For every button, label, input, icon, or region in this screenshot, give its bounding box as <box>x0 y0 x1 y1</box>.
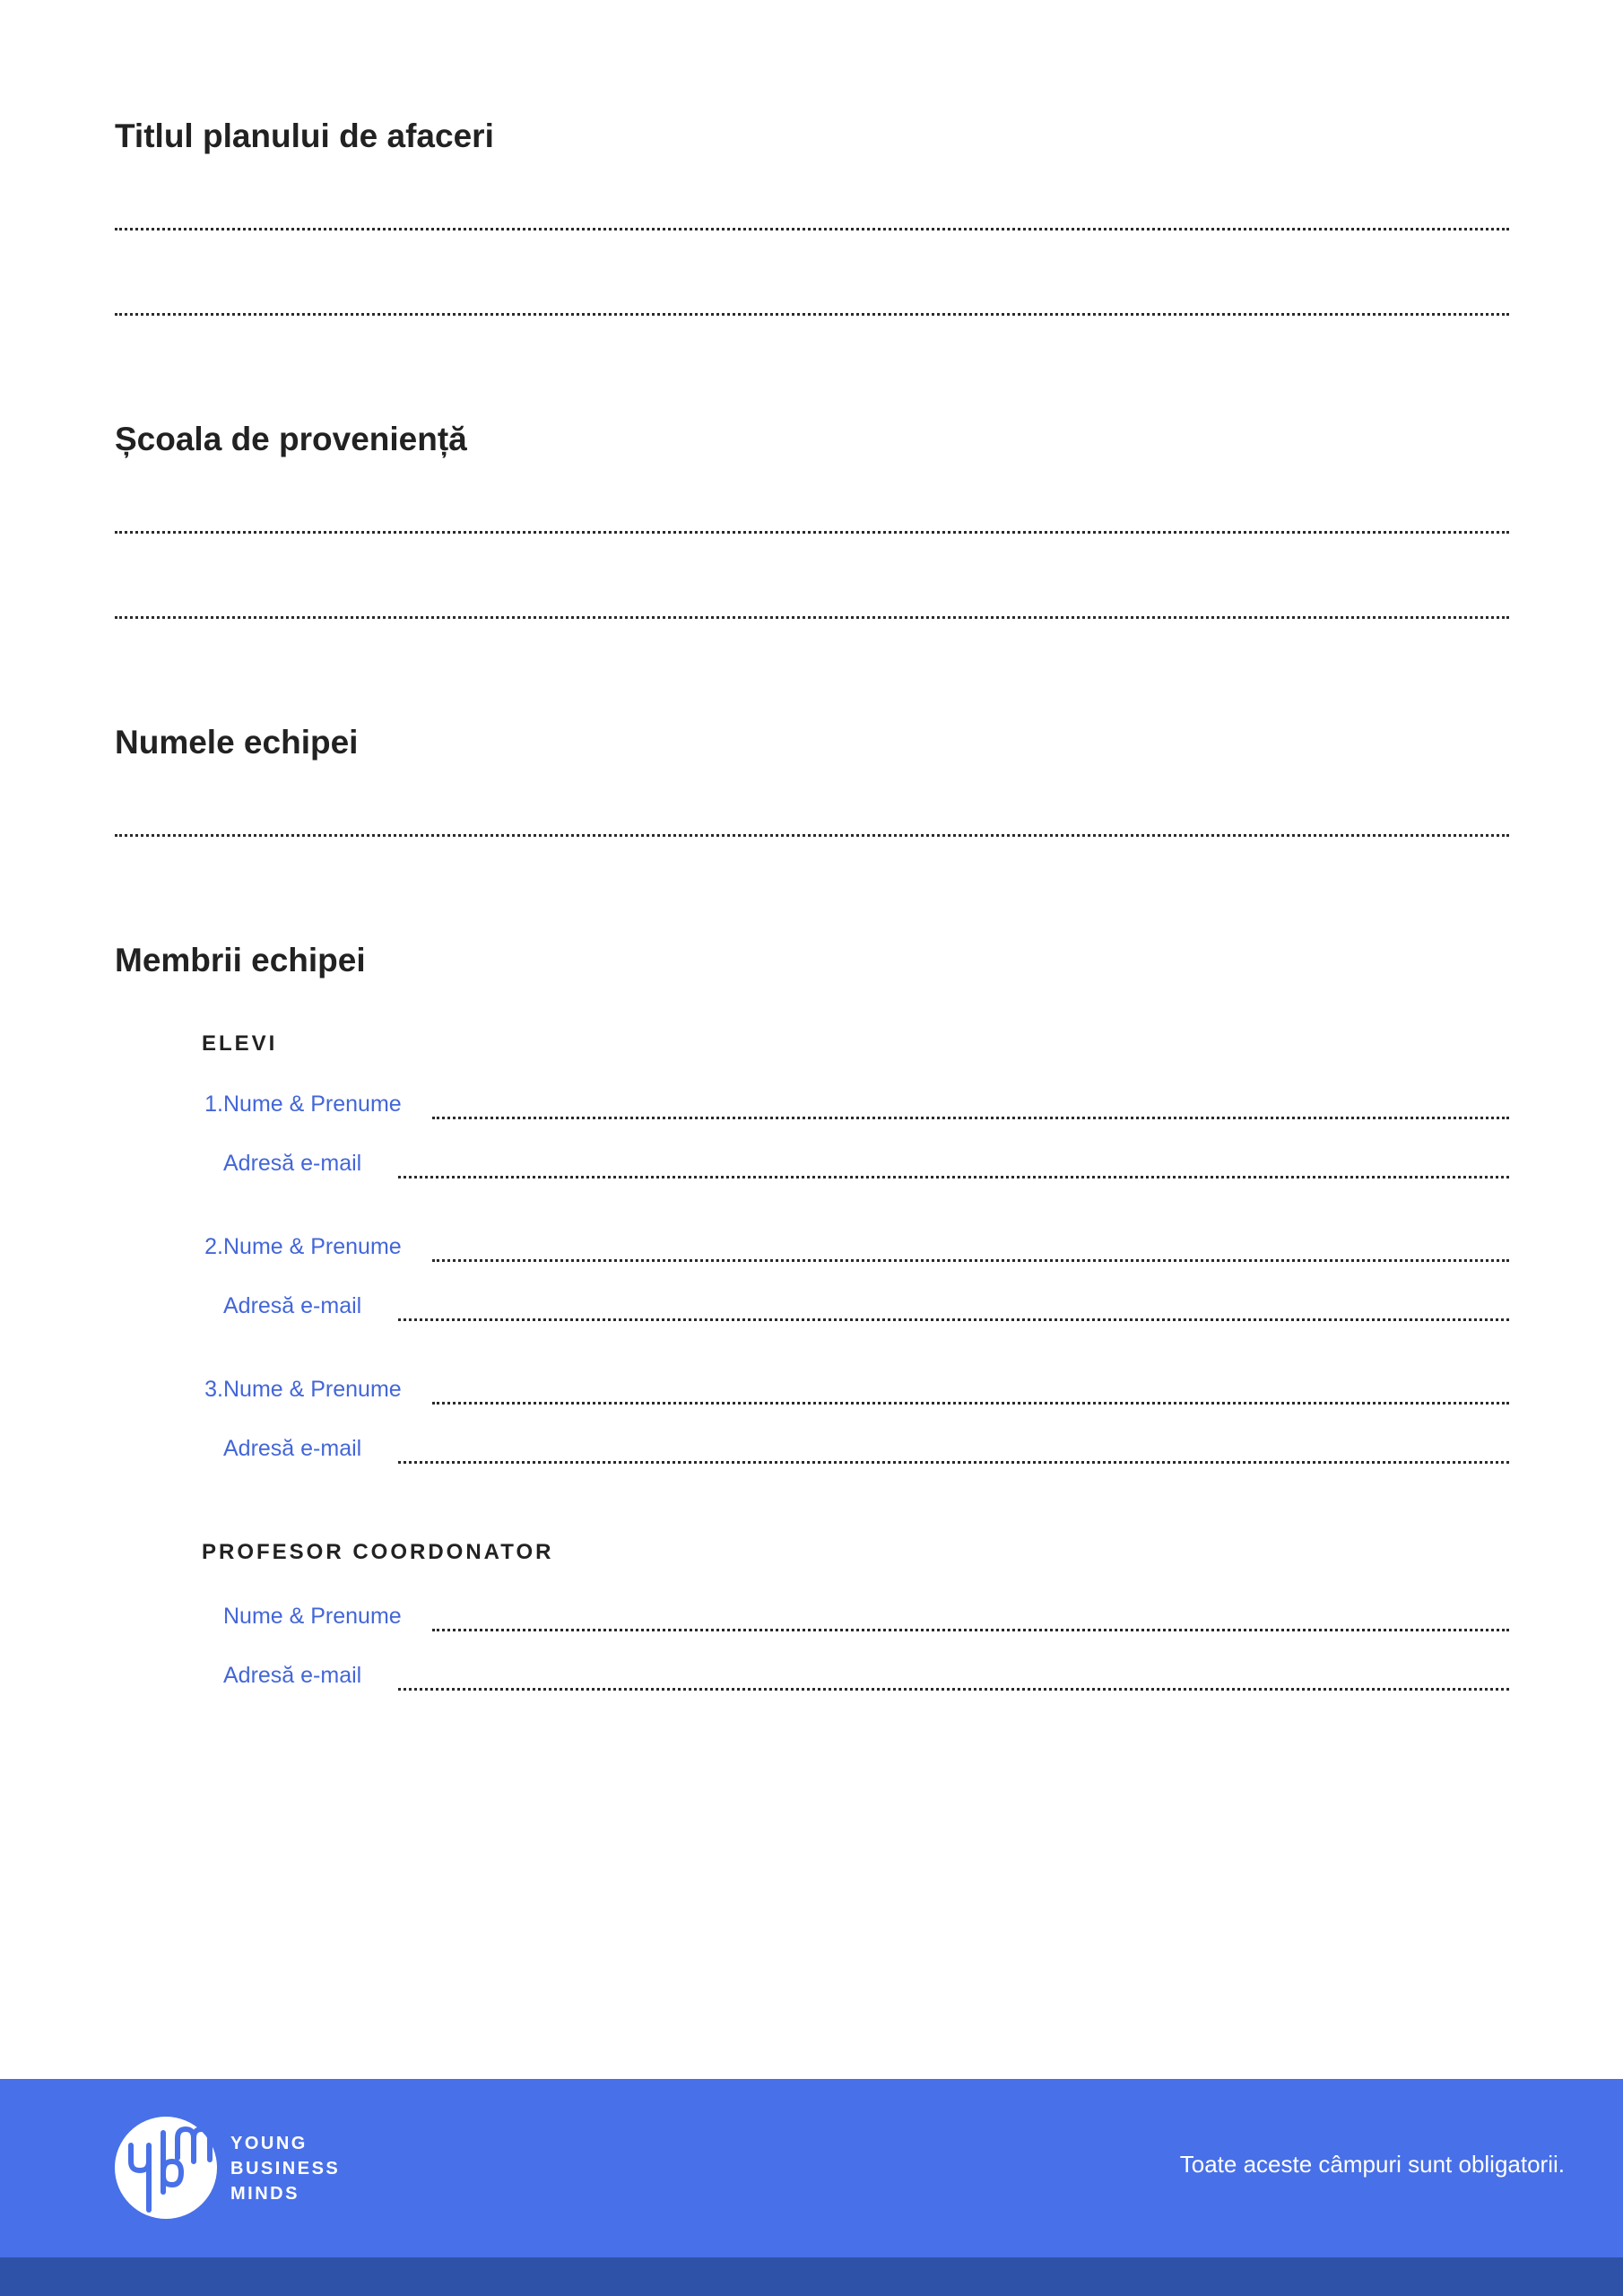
coordinator-subheading: PROFESOR COORDONATOR <box>202 1540 554 1564</box>
student-2-email-field[interactable] <box>0 1287 1509 1323</box>
student-1-number: 1. <box>204 1091 223 1117</box>
student-1-email-label: Adresă e-mail <box>223 1151 362 1176</box>
team-members-heading: Membrii echipei <box>115 942 366 978</box>
student-3-email-field[interactable] <box>0 1430 1509 1465</box>
student-2-name-field[interactable] <box>0 1228 1509 1264</box>
coordinator-email-label: Adresă e-mail <box>223 1663 362 1688</box>
footer-bottom-strip <box>0 2257 1623 2296</box>
student-2-number: 2. <box>204 1234 223 1259</box>
school-heading: Școala de proveniență <box>115 421 467 457</box>
student-3-name-line[interactable] <box>432 1402 1509 1405</box>
ybm-logo-icon <box>115 2117 217 2219</box>
team-name-heading: Numele echipei <box>115 724 359 761</box>
student-1-name-line[interactable] <box>432 1117 1509 1119</box>
business-plan-title-heading: Titlul planului de afaceri <box>115 117 494 154</box>
student-3-number: 3. <box>204 1377 223 1402</box>
student-1-name-field[interactable] <box>0 1085 1509 1121</box>
student-3-email-line[interactable] <box>398 1461 1509 1464</box>
business-plan-title-line-1[interactable] <box>115 228 1509 230</box>
student-2-name-line[interactable] <box>432 1259 1509 1262</box>
footer-bar <box>0 2079 1623 2257</box>
student-3-name-label: 3. Nume & Prenume <box>204 1377 402 1402</box>
student-1-email-line[interactable] <box>398 1176 1509 1178</box>
business-plan-title-line-2[interactable] <box>115 313 1509 316</box>
coordinator-name-line[interactable] <box>432 1629 1509 1631</box>
coordinator-email-field[interactable] <box>0 1657 1509 1692</box>
required-fields-notice: Toate aceste câmpuri sunt obligatorii. <box>1179 2151 1565 2178</box>
student-2-email-line[interactable] <box>398 1318 1509 1321</box>
student-2-email-label: Adresă e-mail <box>223 1293 362 1318</box>
coordinator-email-line[interactable] <box>398 1688 1509 1691</box>
team-name-line[interactable] <box>115 834 1509 837</box>
school-line-1[interactable] <box>115 531 1509 534</box>
coordinator-name-field[interactable] <box>0 1597 1509 1633</box>
student-3-name-field[interactable] <box>0 1370 1509 1406</box>
student-2-name-label: 2. Nume & Prenume <box>204 1234 402 1259</box>
school-line-2[interactable] <box>115 616 1509 619</box>
student-1-email-field[interactable] <box>0 1144 1509 1180</box>
students-subheading: ELEVI <box>202 1031 278 1056</box>
student-1-name-label: 1. Nume & Prenume <box>204 1091 402 1117</box>
student-3-email-label: Adresă e-mail <box>223 1436 362 1461</box>
coordinator-name-label: Nume & Prenume <box>223 1604 402 1629</box>
logo-wordmark: YOUNG BUSINESS MINDS <box>230 2134 341 2204</box>
